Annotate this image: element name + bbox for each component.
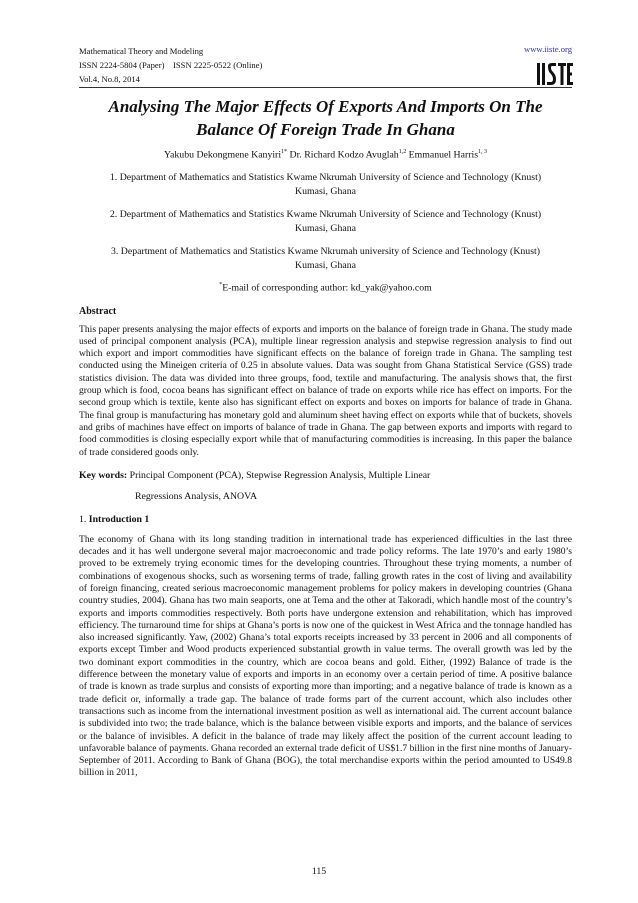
abstract-heading: Abstract: [79, 305, 117, 317]
author-marker: 1*: [281, 149, 288, 155]
email-text: E-mail of corresponding author: kd_yak@yahoo.com: [222, 282, 432, 294]
paper-body: [79, 95, 572, 780]
issn-line: ISSN 2224-5804 (Paper) ISSN 2225-0522 (Online): [79, 60, 263, 70]
paper-title: Analysing The Major Effects Of Exports And Imports On The Balance Of Foreign Trade In Ghana: [108, 97, 543, 139]
section-number: 1.: [79, 513, 89, 525]
introduction-heading: [79, 514, 572, 525]
keywords-continuation: Regressions Analysis, ANOVA: [135, 490, 258, 502]
affiliation-location: Kumasi, Ghana: [295, 259, 356, 271]
affiliation-location: Kumasi, Ghana: [295, 222, 356, 234]
journal-name: Mathematical Theory and Modeling: [79, 46, 204, 56]
affiliation-department: 1. Department of Mathematics and Statistics Kwame Nkrumah University of Science and Technology (Knust): [109, 172, 542, 184]
author-marker: 1,2: [398, 149, 407, 155]
keywords-label: Key words:: [79, 469, 128, 481]
corresponding-email: [79, 282, 572, 293]
journal-website-link[interactable]: www.iiste.org: [524, 44, 572, 54]
author-marker: 1, 3: [478, 149, 488, 155]
iiste-logo: [536, 60, 574, 88]
affiliation-location: Kumasi, Ghana: [295, 185, 356, 197]
affiliation-department: 2. Department of Mathematics and Statistics Kwame Nkrumah University of Science and Technology (Knust): [109, 209, 542, 221]
abstract-text: This paper presents analysing the major effects of exports and imports on the balance of foreign trade in Ghana. The study made used of principal component analysis (PCA), multiple linear regression analysis and stepwise regression analysis to find out which export and import commodities have significant effects on the balance of foreign trade in Ghana. The sampling test conducted using the Mineigen criteria of 0.25 in absolute values. Data was sought from Ghana Statistical Service (GSS) trade statistics division. The data was divided into three groups, food, textile and manufacturing. The analysis shows that, the first group which is food, cocoa beans has significant effect on balance of trade on exports while rice has effect on imports. For the second group which is textile, kente also has significant effect on exports and boxes on imports for balance of trade in Ghana. The final group is manufacturing has monetary gold and aluminum sheet having effect on exports while that of buckets, shovels and gribs of machines have effect on imports of balance of trade in Ghana. The gap between exports and imports with regard to food commodities is closing especially export while that of manufacturing commodities is increasing. In this paper the balance of trade considered goods only.: [79, 323, 572, 458]
author-name: Dr. Richard Kodzo Avuglah: [289, 149, 399, 161]
keywords-text: Principal Component (PCA), Stepwise Regression Analysis, Multiple Linear: [129, 469, 431, 481]
header-divider: [79, 87, 572, 88]
section-title: Introduction 1: [88, 513, 150, 525]
author-name: Emmanuel Harris: [408, 149, 479, 161]
keywords: [79, 470, 572, 481]
corresponding-marker: *: [219, 282, 223, 289]
introduction-text: The economy of Ghana with its long standing tradition in international trade has experienced difficulties in the last three decades and it has well undergone several major macroeconomic and trade policy reforms. The late 1970’s and early 1980’s proved to be extremely trying economic times for the developing countries. Throughout these trying moments, a number of combinations of exogenous shocks, such as worsening terms of trade, falling growth rates in the cost of living and availability of foreign financing, created serious macroeconomic management problems for policy makers in developing countries (Ghana country studies, 2004). Ghana has two main seaports, one at Tema and the other at Takoradi, which handle most of the country’s exports and imports commodities respectively. Both ports have undergone extension and rehabilitation, which has improved efficiency. The turnaround time for ships at Ghana’s ports is now one of the quickest in West Africa and the tonnage handled has also increased significantly. Yaw, (2002) Ghana’s total exports receipts increased by 33 percent in 2006 and all components of exports except Timber and Wood products experienced substantial growth in value terms. The overall growth was led by the two dominant export commodities in the country, which are cocoa beans and gold. Either, (1992) Balance of trade is the difference between the monetary value of exports and imports in an economy over a certain period of time. A positive balance of trade is known as trade surplus and consists of exporting more than importing; and a negative balance of trade is known as a trade deficit or, informally a trade gap. The balance of trade forms part of the current account, which also includes other transactions such as income from the international investment position as well as international aid. The current account balance is subdivided into two; the trade balance, which is the balance between visible exports and imports, and the balance of services or the balance of invisibles. A deficit in the balance of trade may likely affect the position of the current account leading to unfavorable balance of payments. Ghana recorded an external trade deficit of US$1.7 billion in the first nine months of January-September of 2011. According to Bank of Ghana (BOG), the total merchandise exports within the period amounted to US49.8 billion in 2011,: [79, 533, 572, 779]
affiliation-department: 3. Department of Mathematics and Statistics Kwame Nkrumah university of Science and Technology (Knust): [110, 246, 540, 258]
journal-header: [79, 44, 262, 86]
author-list: [79, 149, 572, 160]
volume-line: Vol.4, No.8, 2014: [79, 74, 140, 84]
affiliation: [79, 245, 572, 272]
affiliation: [79, 208, 572, 235]
page-number: 115: [311, 866, 327, 877]
author-name: Yakubu Dekongmene Kanyiri: [163, 149, 282, 161]
affiliation: [79, 171, 572, 198]
